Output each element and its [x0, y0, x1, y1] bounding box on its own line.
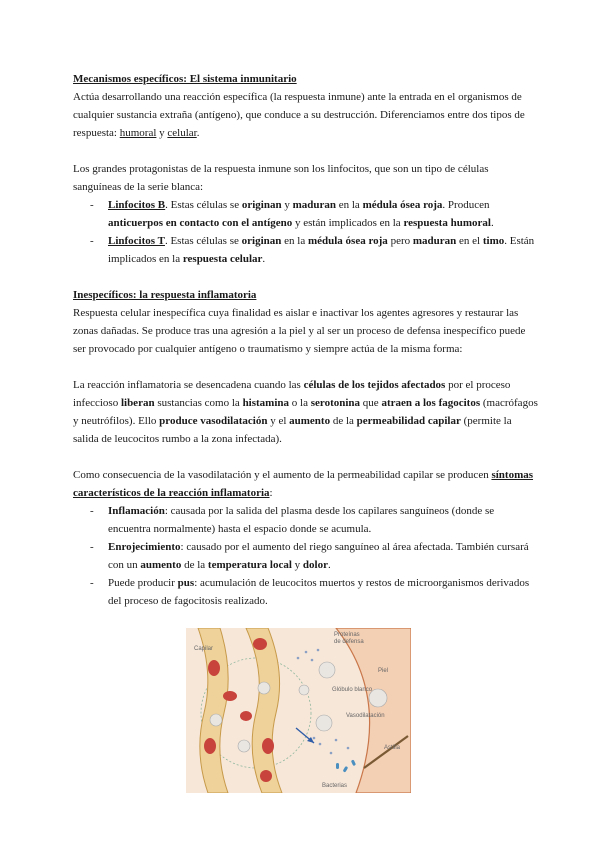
text-run: (macrófagos y neutrófilos). Ello — [73, 397, 538, 427]
defense-protein — [330, 752, 333, 755]
red-blood-cell — [240, 711, 252, 721]
bold-run: atraen a los fagocitos — [381, 397, 481, 409]
bold-run: pus — [177, 577, 195, 589]
text-run: (permite la salida de leucocitos rumbo a la zona infectada). — [73, 415, 512, 445]
bold-run: aumento — [140, 559, 182, 571]
text-run: en la — [281, 235, 308, 247]
term-linfocitos-b: Linfocitos B — [108, 199, 166, 211]
text-run: . Producen — [442, 199, 490, 211]
text-run: . Estas células se — [165, 199, 242, 211]
text-run: en el — [456, 235, 483, 247]
bold-run: originan — [241, 199, 282, 211]
text-run: : — [269, 487, 273, 499]
label-capilar: Capilar — [194, 646, 214, 652]
label-vasodilatacion: Vasodilatación — [346, 713, 385, 719]
term-symptoms: síntomas característicos de la reacción inflamatoria — [73, 469, 534, 499]
white-blood-cell — [210, 714, 222, 726]
red-blood-cell — [262, 738, 274, 754]
list-item-linfocitos-t — [73, 232, 538, 268]
inflammation-diagram — [186, 628, 411, 793]
defense-protein — [313, 737, 316, 740]
text-run: Puede producir — [108, 577, 178, 589]
inflammation-illustration — [186, 628, 411, 793]
text-run: . Están implicados en la — [108, 235, 535, 265]
bold-run: timo — [482, 235, 505, 247]
paragraph-symptoms — [73, 466, 538, 502]
bold-run: maduran — [292, 199, 336, 211]
bold-run: células de los tejidos afectados — [303, 379, 446, 391]
bold-run: permeabilidad capilar — [356, 415, 461, 427]
bold-run: médula ósea roja — [362, 199, 443, 211]
text-run: y están implicados en la — [292, 217, 404, 229]
text-run: sustancias como la — [154, 397, 243, 409]
text-run: . — [490, 217, 494, 229]
text-run: : acumulación de leucocitos muertos y restos de microorganismos derivados del proceso de fagocitosis realizado. — [108, 577, 530, 607]
bold-run: respuesta humoral — [403, 217, 491, 229]
term-humoral: humoral — [119, 127, 157, 139]
bold-run: anticuerpos en contacto con el antígeno — [108, 217, 293, 229]
bold-run: aumento — [289, 415, 331, 427]
document-page — [73, 70, 538, 610]
lymphocyte-list — [73, 196, 538, 268]
text-run: y — [156, 127, 168, 139]
bold-run: serotonina — [310, 397, 361, 409]
white-blood-cell — [238, 740, 250, 752]
defense-protein — [311, 659, 314, 662]
label-piel: Piel — [378, 668, 389, 674]
list-item-pus — [73, 574, 538, 610]
bacterium — [336, 763, 339, 769]
bullet-dash: - — [90, 505, 94, 517]
text-run: . — [262, 253, 266, 265]
text-run: y — [281, 199, 293, 211]
white-blood-cell — [319, 662, 335, 678]
text-run: Como consecuencia de la vasodilatación y el aumento de la permeabilidad capilar se producen — [73, 469, 492, 481]
text-run: y el — [267, 415, 290, 427]
text-run: de la — [330, 415, 357, 427]
text-run: que — [360, 397, 382, 409]
text-run: . Estas células se — [164, 235, 242, 247]
bold-run: histamina — [242, 397, 290, 409]
white-blood-cell — [299, 685, 309, 695]
red-blood-cell — [223, 691, 237, 701]
bold-run: liberan — [120, 397, 155, 409]
text-run: pero — [387, 235, 413, 247]
bullet-dash: - — [90, 541, 94, 553]
red-blood-cell — [253, 638, 267, 650]
red-blood-cell — [204, 738, 216, 754]
bold-run: Enrojecimiento — [108, 541, 181, 553]
paragraph-inflammatory-reaction — [73, 376, 538, 448]
bold-run: Inflamación — [108, 505, 165, 517]
bold-run: respuesta celular — [182, 253, 263, 265]
defense-protein — [305, 651, 308, 654]
section-title-inflammatory: Inespecíficos: la respuesta inflamatoria — [73, 289, 257, 301]
label-proteinas-2: de defensa — [334, 639, 364, 645]
red-blood-cell — [260, 770, 272, 782]
defense-protein — [297, 657, 300, 660]
bullet-dash: - — [90, 199, 94, 211]
text-run: por el proceso infeccioso — [73, 379, 511, 409]
defense-protein — [319, 743, 322, 746]
list-item-linfocitos-b — [73, 196, 538, 232]
text-run: . — [327, 559, 331, 571]
bullet-dash: - — [90, 577, 94, 589]
label-proteinas-1: Proteínas — [334, 632, 360, 638]
paragraph-immune-intro — [73, 88, 538, 142]
paragraph-lymphocytes: Los grandes protagonistas de la respuesta inmune son los linfocitos, que son un tipo de células sanguíneas de la serie blanca: — [73, 163, 489, 193]
list-item-inflamacion — [73, 502, 538, 538]
bold-run: dolor — [302, 559, 328, 571]
defense-protein — [335, 739, 338, 742]
text-run: en la — [335, 199, 363, 211]
white-blood-cell — [258, 682, 270, 694]
red-blood-cell — [208, 660, 220, 676]
list-item-enrojecimiento — [73, 538, 538, 574]
paragraph-inflammatory-intro: Respuesta celular inespecífica cuya finalidad es aislar e inactivar los agentes agresores y restaurar las zonas dañadas. Se produce tras una agresión a la piel y al ser un proceso de defensa inespecífico puede ser provocado por cualquier antígeno o traumatismo y siempre actúa de la misma forma: — [73, 307, 526, 355]
label-globulo-blanco: Glóbulo blanco — [332, 687, 373, 693]
text-run: La reacción inflamatoria se desencadena cuando las — [73, 379, 304, 391]
term-linfocitos-t: Linfocitos T — [108, 235, 165, 247]
bold-run: originan — [241, 235, 282, 247]
text-run: y — [291, 559, 303, 571]
white-blood-cell — [316, 715, 332, 731]
term-celular: celular — [167, 127, 197, 139]
bullet-dash: - — [90, 235, 94, 247]
text-run: o la — [289, 397, 311, 409]
defense-protein — [317, 649, 320, 652]
text-run: . — [196, 127, 200, 139]
section-title-immune-system: Mecanismos específicos: El sistema inmunitario — [73, 73, 297, 85]
bold-run: médula ósea roja — [307, 235, 388, 247]
text-run: : causado por el aumento del riego sanguíneo al área afectada. También cursará con un — [108, 541, 529, 571]
bold-run: maduran — [412, 235, 457, 247]
label-bacterias: Bacterias — [322, 783, 348, 789]
text-run: de la — [181, 559, 208, 571]
symptom-list — [73, 502, 538, 610]
text-run: Actúa desarrollando una reacción específica (la respuesta inmune) ante la entrada en el organismos de cualquier sustancia extraña (antígeno), que conduce a su destrucción. Diferenciamos entre dos tipos de respuesta: — [73, 91, 525, 139]
bold-run: produce vasodilatación — [159, 415, 268, 427]
text-run: : causada por la salida del plasma desde los capilares sanguíneos (donde se encuentra normalmente) hasta el espacio donde se acumula. — [108, 505, 495, 535]
defense-protein — [347, 747, 350, 750]
label-astilla: Astilla — [384, 745, 401, 751]
bold-run: temperatura local — [207, 559, 292, 571]
